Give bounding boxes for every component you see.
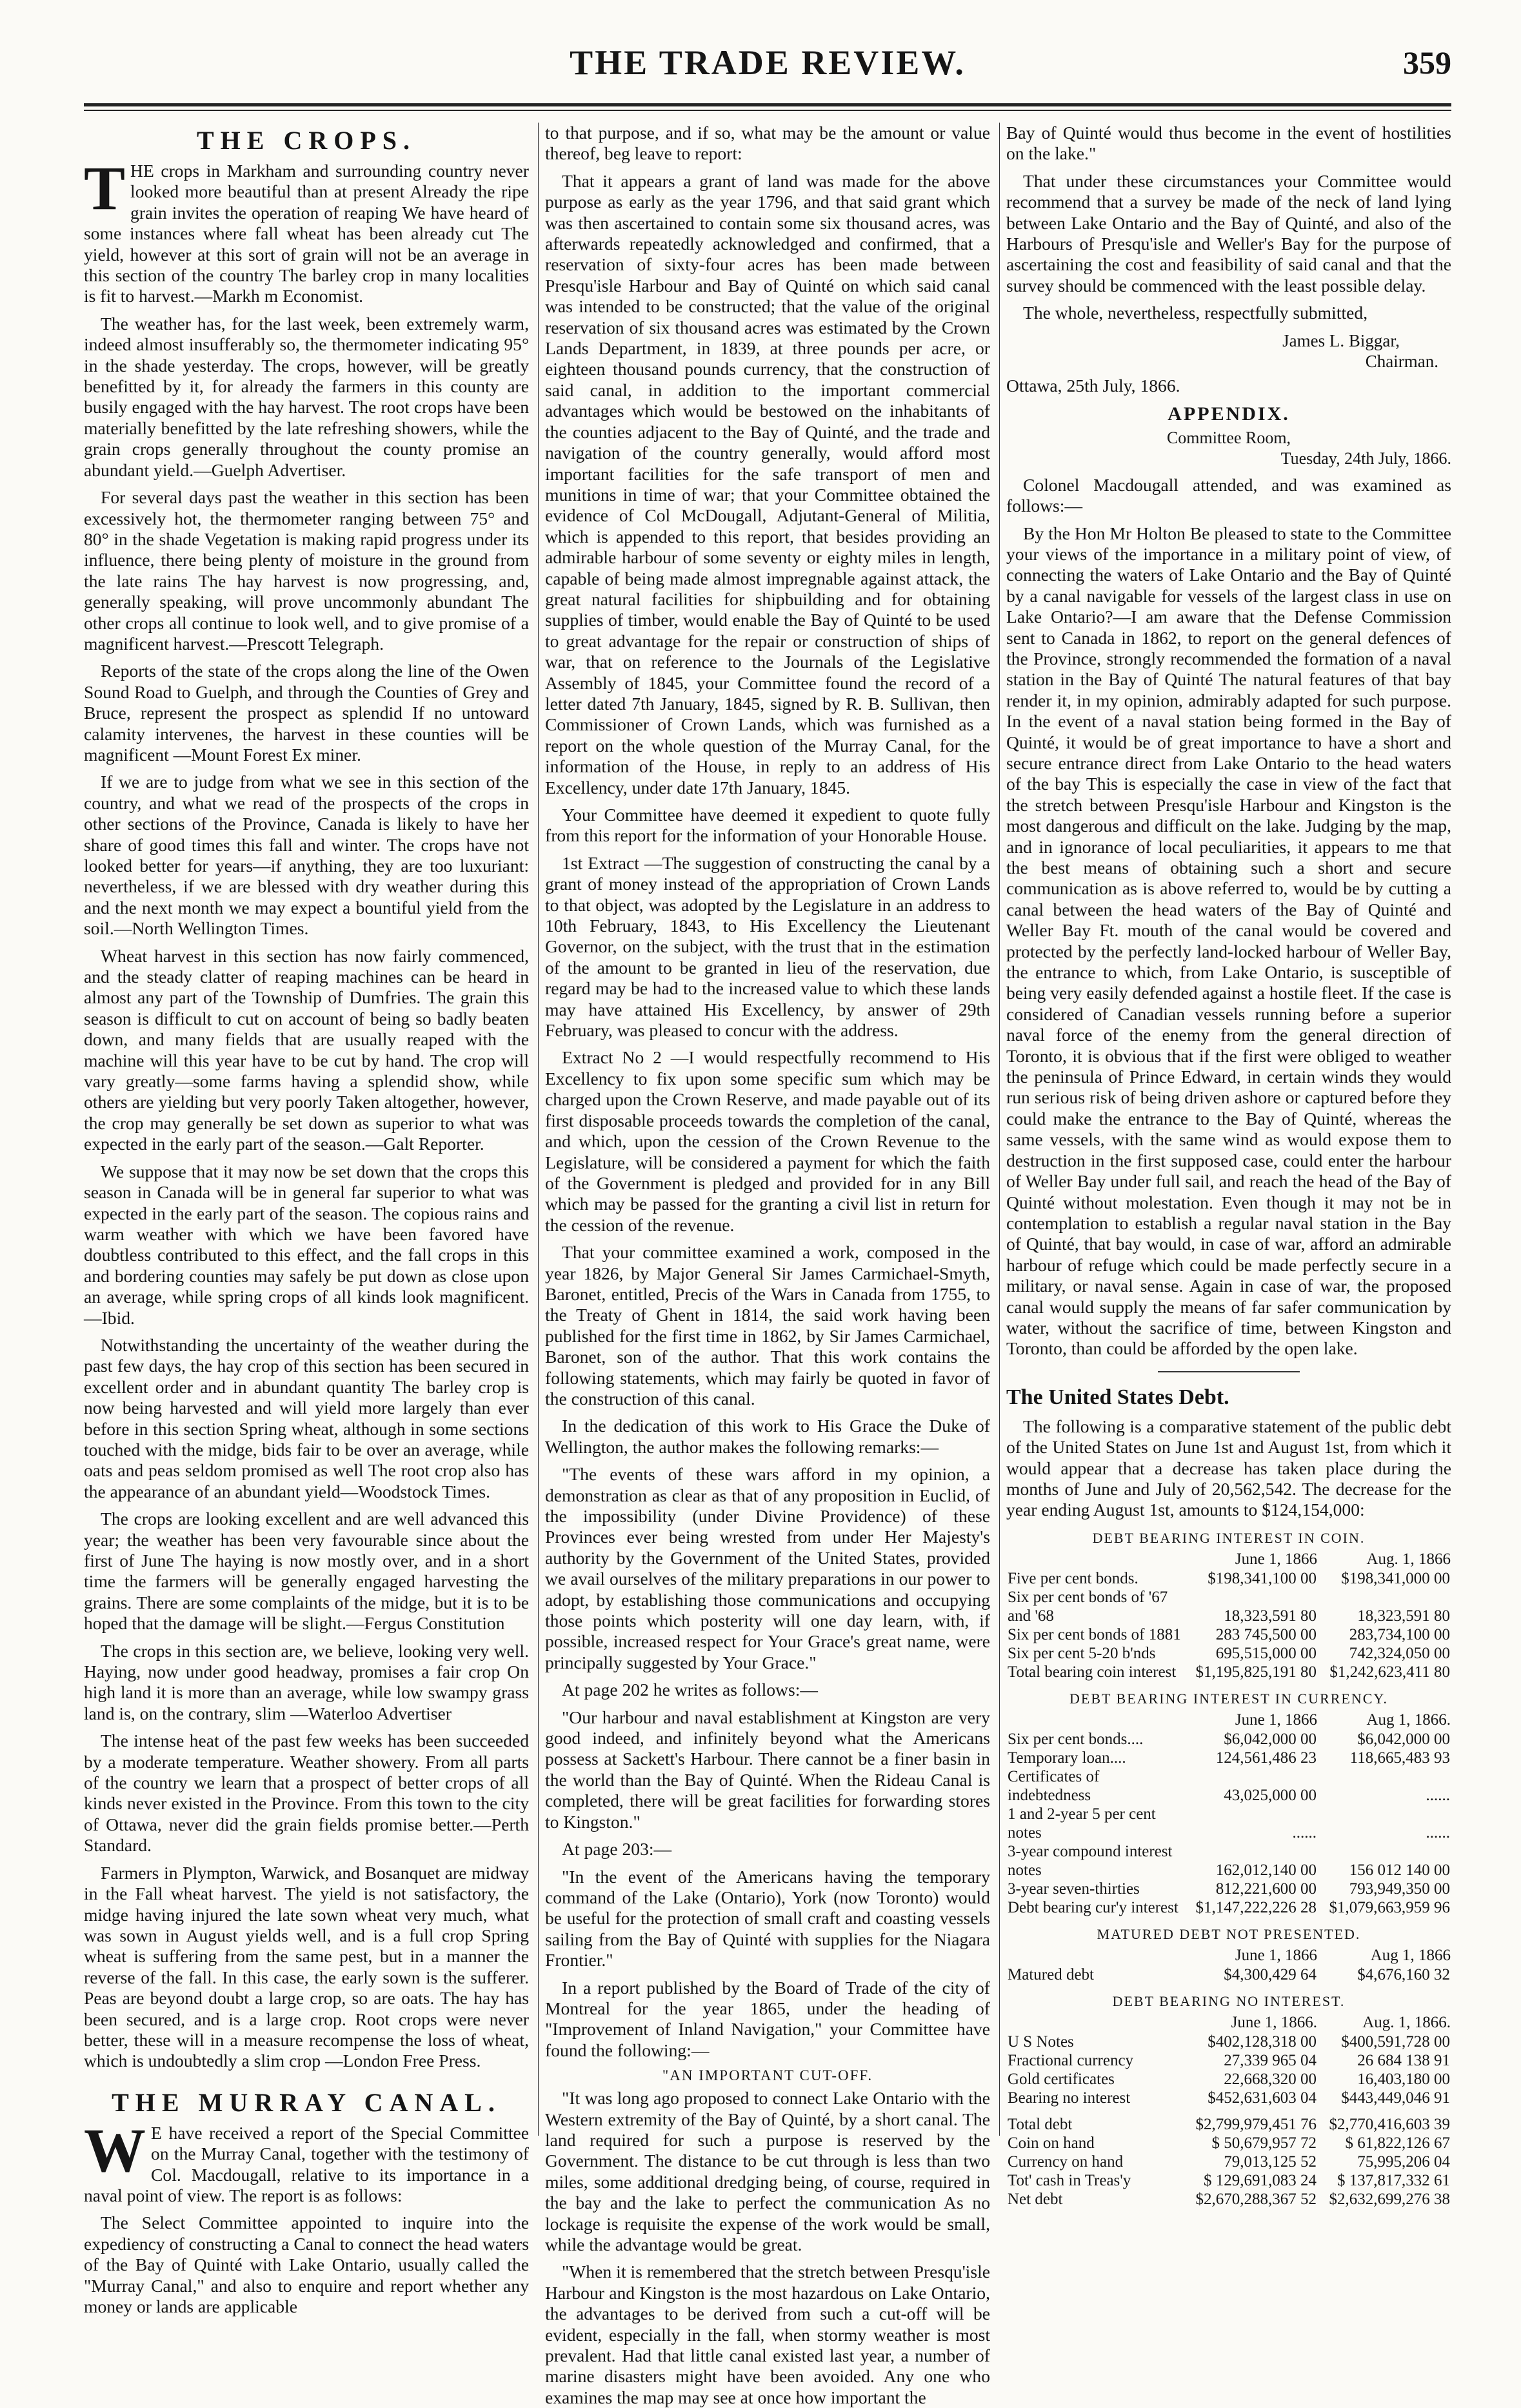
cell-value: $452,631,603 04 (1208, 2089, 1317, 2107)
table-total-row (1006, 1663, 1451, 1681)
cell-value: 162,012,140 00 (1215, 1861, 1317, 1879)
table-row (1006, 2051, 1451, 2070)
article-paragraph: By the Hon Mr Holton Be pleased to state to the Committee your views of the importance in a military point of view, of connecting the waters of Lake Ontario and the Bay of Quinté by a canal navigable for vessels of the largest class in use on Lake Ontario?—I am aware that the Defense Commission sent to Canada in 1862, to report on the general defences of the Province, strongly recommended the formation of a naval station in the Bay of Quinté The natural features of that bay render it, in my opinion, admirably adapted for such purpose. In the event of a naval station being formed in the Bay of Quinté, it would be of great importance to have a short and secure entrance direct from Lake Ontario to the head waters of the bay This is especially the case in view of the fact that the stretch between Presqu'isle Harbour and Kingston is the most dangerous and difficult on the lake. Judging by the map, and in ignorance of local peculiarities, it appears to me that the best means of obtaining such a short and secure communication as is above referred to, would be by cutting a canal between the head waters of the Bay of Quinté and Weller Bay Ft. mouth of the canal would be covered and protected by the perfectly land-locked harbour of Weller Bay, the entrance to which, from Lake Ontario, is susceptible of being very easily defended against a hostile fleet. If the case is considered of Canadian vessels running before a superior naval force of the enemy from the general direction of Toronto, it is obvious that if the first were obliged to weather the peninsula of Prince Edward, in certain winds they would run serious risk of being driven ashore or captured before they could make the entrance to the Bay of Quinté, whereas the same vessels, with the same wind as would expose them to destruction in the first supposed case, could enter the harbour of Weller Bay under full sail, and reach the head of the Bay of Quinté without molestation. Even though it may not be in contemplation to establish a regular naval station in the Bay of Quinté, that bay would, in case of war, afford an admirable harbour of refuge which could be made perfectly secure in a military, or naval sense. Again in case of war, the proposed canal would supply the means of far safer communication by water, without the sacrifice of time, between Kingston and Toronto, than could be afforded by the open lake. (1006, 523, 1451, 1359)
row-label: Certificates of indebtedness (1008, 1767, 1100, 1804)
cell-value: $2,799,979,451 76 (1195, 2115, 1317, 2133)
row-label: Six per cent bonds of '67 and '68 (1008, 1588, 1168, 1625)
table-row (1006, 1767, 1451, 1805)
column-header: June 1, 1866 (1235, 1711, 1317, 1729)
drop-cap: W (84, 2115, 146, 2185)
cell-value: 124,561,486 23 (1215, 1749, 1317, 1767)
quotation-paragraph: "It was long ago proposed to connect Lake Ontario with the Western extremity of the Bay of Quinté, by a short canal. The land required for such a purpose is reserved by the Government. The distance to be cut through is less than two miles, some additional dredging being, of course, required in the bay and the lake to perfect the communication As no lockage is requisite the expense of the work would be small, while the advantage would be great. (545, 2088, 990, 2254)
committee-date: Tuesday, 24th July, 1866. (1280, 449, 1451, 468)
article-paragraph: Wheat harvest in this section has now fairly commenced, and the steady clatter of reaping machines can be heard in almost any part of the Township of Dumfries. The grain this season is difficult to cut on account of being so badly beaten down, and many fields that are usually reaped with the machine will this year have to be cut by hand. The crop will vary greatly—some farms having a splendid show, while others are yielding but very poorly Taken altogether, however, the crop may generally be set down as superior to what was expected in the early part of the season.—Galt Reporter. (84, 945, 529, 1154)
column-header: June 1, 1866 (1235, 1946, 1317, 1964)
cell-value: ...... (1292, 1823, 1317, 1841)
row-label: Six per cent 5-20 b'nds (1008, 1644, 1156, 1662)
section-heading-crops: THE CROPS. (196, 126, 417, 155)
article-paragraph: The intense heat of the past few weeks has been succeeded by a moderate temperature. Weather showery. From all parts of the country we learn that a prospect of better crops of all kinds never existed in the Province. From this town to the city of Ottawa, never did the grain fields promise better.—Perth Standard. (84, 1731, 529, 1856)
cell-value: $402,128,318 00 (1208, 2032, 1317, 2051)
column-rule (538, 123, 539, 2136)
column-1 (84, 123, 529, 2316)
article-paragraph: In a report published by the Board of Trade of the city of Montreal for the year 1865, under the heading of "Improvement of Inland Navigation," your Committee have found the following:— (545, 1977, 990, 2060)
cell-value: 22,668,320 00 (1224, 2070, 1317, 2088)
running-head: THE TRADE REVIEW. (570, 43, 966, 82)
article-paragraph: The crops are looking excellent and are well advanced this year; the weather has been very favourable since about the first of June The haying is now mostly over, and in a short time the farmers will be generally engaged harvesting the grains. There are some complaints of the midge, but it is to be hoped that the damage will be slight.—Fergus Constitution (84, 1509, 529, 1634)
table-total-row (1006, 2171, 1451, 2190)
cell-value: 695,515,000 00 (1215, 1644, 1317, 1662)
cell-value: $4,676,160 32 (1357, 1965, 1450, 1983)
section-heading-murray-canal: THE MURRAY CANAL. (112, 2087, 501, 2117)
cell-value: $ 61,822,126 67 (1345, 2134, 1450, 2152)
article-paragraph: The Select Committee appointed to inquire into the expediency of constructing a Canal to connect the head waters of the Bay of Quinté with Lake Ontario, usually called the "Murray Canal," and also to enquire and report whether any money or lands are applicable (84, 2212, 529, 2316)
row-label: Temporary loan.... (1008, 1749, 1126, 1767)
row-label: Fractional currency (1008, 2051, 1134, 2069)
cell-value: $400,591,728 00 (1341, 2032, 1450, 2051)
row-label: Tot' cash in Treas'y (1008, 2171, 1131, 2189)
table-header-row (1006, 1945, 1451, 1965)
cell-value: 26 684 138 91 (1357, 2051, 1450, 2069)
cell-value: $1,147,222,226 28 (1195, 1898, 1317, 1916)
table-row (1006, 1644, 1451, 1663)
cell-value: 43,025,000 00 (1224, 1786, 1317, 1804)
header-rule-thick (84, 103, 1451, 106)
page-number: 359 (1403, 45, 1451, 81)
cell-value: 812,221,600 00 (1215, 1880, 1317, 1898)
cell-value: $2,770,416,603 39 (1329, 2115, 1450, 2133)
cell-value: $2,670,288,367 52 (1195, 2190, 1317, 2208)
table-row (1006, 1965, 1451, 1984)
debt-table-no-interest (1006, 2012, 1451, 2107)
cell-value: $1,079,663,959 96 (1329, 1898, 1450, 1916)
cell-value: $ 129,691,083 24 (1204, 2171, 1317, 2189)
table-row (1006, 2070, 1451, 2089)
article-paragraph: The crops in this section are, we believe, looking very well. Haying, now under good headway, promises a fair crop On high land it is more than an average, while low swampy grass land is, on the contrary, slim —Waterloo Advertiser (84, 1640, 529, 1723)
table-row (1006, 2152, 1451, 2171)
article-paragraph: That it appears a grant of land was made for the above purpose as early as the year 1796, and that said grant which was then ascertained to contain some six thousand acres, was afterwards repeatedly acknowledged and confirmed, that a reservation of sixty-four acres has been made between Presqu'isle Harbour and Bay of Quinté on which said canal was intended to be constructed; that the value of the original reservation of six thousand acres was estimated by the Crown Lands Department, in 1839, at three pounds per acre, or eighteen thousand pounds currency, that the construction of said canal, in addition to the important commercial advantages which would be bestowed on the inhabitants of the counties adjacent to the Bay of Quinté, and the trade and navigation of the country generally, would afford most important facilities for the safe transport of men and munitions in time of war; that your Committee obtained the evidence of Col McDougall, Adjutant-General of Militia, which is appended to this report, that besides providing an admirable harbour of some seventy or eighty miles in length, capable of being made almost impregnable against attack, the great natural facilities for shipbuilding and for obtaining supplies of timber, would enable the Bay of Quinté to be used to great advantage for the repair or construction of ships of war, that on reference to the Journals of the Legislative Assembly of 1845, your Committee found the record of a letter dated 7th January, 1845, signed by R. B. Sullivan, then Commissioner of Crown Lands, which was furnished as a report on the whole question of the Murray Canal, for the information of the House, in reply to an address of His Excellency, under date 17th January, 1845. (545, 170, 990, 798)
cell-value: 18,323,591 80 (1357, 1607, 1450, 1625)
column-header: Aug. 1, 1866. (1362, 2013, 1451, 2031)
cell-value: 742,324,050 00 (1349, 1644, 1450, 1662)
quotation-paragraph: "The events of these wars afford in my opinion, a demonstration as clear as that of any proposition in Euclid, of the impossibility (under Divine Providence) of these Provinces ever being wrested from under Her Majesty's authority by the Government of the United States, provided we avail ourselves of the military preparations in our power to adopt, by establishing those communications and occupying those points which posterity will one day learn, with, if possible, increased respect for Your Grace's great name, were principally suggested by Your Grace." (545, 1464, 990, 1672)
table-row (1006, 1625, 1451, 1644)
table-row (1006, 2134, 1451, 2152)
cell-value: 118,665,483 93 (1349, 1749, 1450, 1767)
column-header: Aug 1, 1866 (1370, 1946, 1451, 1964)
column-2 (545, 123, 990, 2407)
table-row (1006, 1749, 1451, 1767)
table-heading: MATURED DEBT NOT PRESENTED. (1097, 1925, 1361, 1942)
cell-value: 283,734,100 00 (1349, 1625, 1450, 1643)
cell-value: 283 745,500 00 (1215, 1625, 1317, 1643)
row-label: Net debt (1008, 2190, 1063, 2208)
article-paragraph: Farmers in Plympton, Warwick, and Bosanquet are midway in the Fall wheat harvest. The yield is not satisfactory, the midge having injured the late sown wheat very much, what was sown in August yields well, and is a full crop Spring wheat is suffering from the same pest, but in a manner the reverse of the fall. In this case, the early sown is the sufferer. Peas are beyond doubt a large crop, so are oats. The hay has been secured, and is a large crop. Root crops were never better, these will in a measure recompense the loss of wheat, which is undoubtedly a slim crop —London Free Press. (84, 1862, 529, 2071)
article-paragraph: 1st Extract —The suggestion of constructing the canal by a grant of money instead of the appropriation of Crown Lands to that object, was adopted by the Legislature in an address to 10th February, 1843, to His Excellency the Lieutenant Governor, on the subject, with the trust that in the estimation of the amount to be granted in lieu of the reservation, due regard may be had to the increased value to which these lands may have attained His Excellency, by answer of 29th February, was pleased to concur with the address. (545, 852, 990, 1041)
quotation-paragraph: "In the event of the Americans having the temporary command of the Lake (Ontario), York (now Toronto) would be useful for the protection of small craft and coasting vessels sailing from the Bay of Quinté with supplies for the Niagara Frontier." (545, 1866, 990, 1971)
article-paragraph: For several days past the weather in this section has been excessively hot, the thermometer ranging between 75° and 80° in the shade Vegetation is making rapid progress under its influence, there being plenty of moisture in the ground from the late rains The hay harvest is now progressing, and, generally speaking, will prove uncommonly abundant The other crops all continue to look well, and to give promise of a magnificent harvest.—Prescott Telegraph. (84, 487, 529, 654)
row-label: U S Notes (1008, 2032, 1074, 2051)
row-label: Coin on hand (1008, 2134, 1095, 2152)
article-paragraph: Your Committee have deemed it expedient to quote fully from this report for the information of your Honorable House. (545, 805, 990, 846)
column-rule (999, 123, 1000, 2136)
row-label: 3-year compound interest notes (1008, 1842, 1173, 1879)
section-heading-us-debt: The United States Debt. (1006, 1385, 1229, 1409)
column-header: June 1, 1866 (1235, 1550, 1317, 1568)
article-paragraph: THE crops in Markham and surrounding country never looked more beautiful than at present Already the ripe grain invites the operation of reaping We have heard of some instances where fall wheat has been already cut The yield, however at this sort of grain will not be an average in this section of the country The barley crop in many localities is fit to harvest.—Markh m Economist. (84, 154, 529, 306)
article-paragraph: W E have received a report of the Special Committee on the Murray Canal, together with the testimony of Col. Macdougall, relative to its importance in a naval point of view. The report is as follows: (84, 2115, 529, 2205)
debt-table-matured (1006, 1945, 1451, 1984)
table-row (1006, 1569, 1451, 1588)
column-header: June 1, 1866. (1231, 2013, 1317, 2031)
row-label: Gold certificates (1008, 2070, 1115, 2088)
column-header: Aug 1, 1866. (1366, 1711, 1451, 1729)
row-label: Six per cent bonds of 1881 (1008, 1625, 1181, 1643)
article-paragraph: At page 202 he writes as follows:— (562, 1680, 818, 1700)
column-3 (1006, 123, 1451, 2208)
debt-table-coin (1006, 1549, 1451, 1681)
cell-value: $2,632,699,276 38 (1329, 2190, 1450, 2208)
table-heading: DEBT BEARING INTEREST IN COIN. (1092, 1529, 1366, 1546)
appendix-heading: APPENDIX. (1168, 403, 1290, 425)
table-row (1006, 1805, 1451, 1842)
article-paragraph: The whole, nevertheless, respectfully submitted, (1023, 303, 1368, 323)
table-row (1006, 2032, 1451, 2051)
cell-value: 156 012 140 00 (1349, 1861, 1450, 1879)
quotation-paragraph: "When it is remembered that the stretch between Presqu'isle Harbour and Kingston is the most hazardous on Lake Ontario, the advantages to be derived from such a cut-off will be evident, especially in the fall, when stormy weather is most prevalent. Had that little canal existed last year, a number of marine disasters might have been avoided. Any one who examines the map may see at once how important the (545, 2262, 990, 2407)
separator-rule (1158, 1371, 1300, 1372)
quotation-paragraph: "Our harbour and naval establishment at Kingston are very good indeed, and infinitely beyond what the Americans possess at Sackett's Harbour. There cannot be a finer basin in the world than the Bay of Quinté. When the Rideau Canal is completed, there will be great facilities for forwarding stores to Kingston." (545, 1707, 990, 1832)
row-label: Bearing no interest (1008, 2089, 1131, 2107)
article-paragraph: In the dedication of this work to His Grace the Duke of Wellington, the author makes the following remarks:— (545, 1416, 990, 1457)
cell-value: $6,042,000 00 (1224, 1730, 1317, 1748)
article-paragraph: At page 203:— (562, 1839, 672, 1860)
row-label: 1 and 2-year 5 per cent notes (1008, 1805, 1156, 1841)
article-paragraph: Notwithstanding the uncertainty of the weather during the past few days, the hay crop of this section has been secured in excellent order and in abundant quantity The barley crop is now being harvested and will yield more largely than ever before in this section Spring wheat, although in some sections touched with the midge, bids fair to be over an average, while oats and peas seldom promised as well The root crop also has the appearance of an abundant yield—Woodstock Times. (84, 1334, 529, 1501)
cell-value: $443,449,046 91 (1341, 2089, 1450, 2107)
table-total-row (1006, 2089, 1451, 2107)
row-label: Total bearing coin interest (1008, 1663, 1177, 1681)
row-label: Five per cent bonds. (1008, 1569, 1138, 1587)
signature-name: James L. Biggar, (1282, 330, 1400, 350)
masthead (84, 34, 1451, 95)
cell-value: $ 50,679,957 72 (1211, 2134, 1317, 2152)
article-paragraph: to that purpose, and if so, what may be the amount or value thereof, beg leave to report: (545, 123, 990, 164)
table-heading: DEBT BEARING NO INTEREST. (1112, 1992, 1346, 2009)
article-paragraph: The weather has, for the last week, been extremely warm, indeed almost insufferably so, the thermometer indicating 95° in the shade yesterday. The crops, however, will be greatly benefitted by it, for already the farmers in this county are busily engaged with the hay harvest. The root crops have been materially benefitted by the late refreshing showers, while the grain crops generally throughout the county promise an abundant yield.—Guelph Advertiser. (84, 313, 529, 480)
header-rule-thin (84, 110, 1451, 111)
drop-cap: T (84, 154, 126, 223)
article-paragraph: If we are to judge from what we see in this section of the country, and what we read of the prospects of the crops in other sections of the Province, Canada is likely to have her share of good times this fall and winter. The crops have not looked better for years—if anything, they are too luxuriant: nevertheless, if we are blessed with dry weather during this and the next month we may expect a bountiful yield from the soil.—North Wellington Times. (84, 772, 529, 939)
table-row (1006, 1588, 1451, 1625)
dateline: Ottawa, 25th July, 1866. (1006, 376, 1180, 396)
table-header-row (1006, 1549, 1451, 1569)
cell-value: $1,195,825,191 80 (1195, 1663, 1317, 1681)
article-paragraph: The following is a comparative statement of the public debt of the United States on June 1st and August 1st, from which it would appear that a decrease has taken place during the months of June and July of 20,562,542. The decrease for the year ending August 1st, amounts to $124,154,000: (1006, 1416, 1451, 1520)
table-row (1006, 1880, 1451, 1898)
row-label: Six per cent bonds.... (1008, 1730, 1144, 1748)
table-header-row (1006, 1710, 1451, 1730)
row-label: Total debt (1008, 2115, 1073, 2133)
row-label: Debt bearing cur'y interest (1008, 1898, 1178, 1916)
cell-value: $ 137,817,332 61 (1337, 2171, 1450, 2189)
row-label: Currency on hand (1008, 2152, 1124, 2171)
cell-value: 27,339 965 04 (1224, 2051, 1317, 2069)
cell-value: ...... (1426, 1823, 1450, 1841)
table-row (1006, 1730, 1451, 1749)
debt-table-currency (1006, 1710, 1451, 1917)
table-header-row (1006, 2012, 1451, 2032)
cell-value: $4,300,429 64 (1224, 1965, 1317, 1983)
article-paragraph: That under these circumstances your Committee would recommend that a survey be made of the neck of land lying between Lake Ontario and the Bay of Quinté, and also of the Harbours of Presqu'isle and Weller's Bay for the purpose of ascertaining the cost and feasibility of said canal and that the survey should be commenced with the least possible delay. (1006, 170, 1451, 296)
cell-value: $198,341,100 00 (1208, 1569, 1317, 1587)
cell-value: $198,341,000 00 (1341, 1569, 1450, 1587)
cell-value: $6,042,000 00 (1357, 1730, 1450, 1748)
table-total-row (1006, 1898, 1451, 1917)
cell-value: 793,949,350 00 (1349, 1880, 1450, 1898)
table-heading: DEBT BEARING INTEREST IN CURRENCY. (1069, 1690, 1388, 1707)
article-paragraph: We suppose that it may now be set down that the crops this season in Canada will be in general far superior to what was expected in the early part of the season. The copious rains and warm weather with which we have been favored have doubtless contributed to this effect, and the fall crops in this and bordering counties may safely be put down as close upon an average, while spring crops of all kinds look magnificent.—Ibid. (84, 1161, 529, 1328)
article-paragraph: Reports of the state of the crops along the line of the Owen Sound Road to Guelph, and through the Counties of Grey and Bruce, represent the prospect as splendid If no untoward calamity intervenes, the harvest in these counties will be magnificent —Mount Forest Ex miner. (84, 661, 529, 765)
table-row (1006, 1842, 1451, 1880)
committee-room: Committee Room, (1166, 428, 1291, 447)
cell-value: ...... (1426, 1786, 1450, 1804)
row-label: 3-year seven-thirties (1008, 1880, 1140, 1898)
cell-value: $1,242,623,411 80 (1329, 1663, 1450, 1681)
cell-value: 79,013,125 52 (1224, 2152, 1317, 2171)
table-total-row (1006, 2190, 1451, 2209)
debt-totals-table (1006, 2115, 1451, 2209)
article-paragraph: Bay of Quinté would thus become in the event of hostilities on the lake." (1006, 123, 1451, 164)
subheading-cut-off: "AN IMPORTANT CUT-OFF. (662, 2067, 873, 2084)
column-header: Aug. 1, 1866 (1366, 1550, 1451, 1568)
article-paragraph: Colonel Macdougall attended, and was examined as follows:— (1006, 474, 1451, 516)
table-total-row (1006, 2115, 1451, 2134)
cell-value: 75,995,206 04 (1357, 2152, 1450, 2171)
row-label: Matured debt (1008, 1965, 1094, 1983)
cell-value: 18,323,591 80 (1224, 1607, 1317, 1625)
article-paragraph: Extract No 2 —I would respectfully recommend to His Excellency to fix upon some specific sum which may be charged upon the Crown Reserve, and made payable out of its first disposable proceeds towards the completion of the canal, and which, upon the cession of the Crown Revenue to the Legislature, will be considered a payment for which the faith of the Government is pledged and provided for in any Bill which may be passed for the granting a civil list in return for the cession of the revenue. (545, 1047, 990, 1235)
article-paragraph: That your committee examined a work, composed in the year 1826, by Major General Sir James Carmichael-Smyth, Baronet, entitled, Precis of the Wars in Canada from 1755, to the Treaty of Ghent in 1814, the said work having been published for the first time in 1862, by Sir James Carmichael, Baronet, son of the author. That this work contains the following statements, which may fairly be quoted in favor of the construction of this canal. (545, 1242, 990, 1409)
cell-value: 16,403,180 00 (1357, 2070, 1450, 2088)
signature-title: Chairman. (1365, 352, 1438, 372)
